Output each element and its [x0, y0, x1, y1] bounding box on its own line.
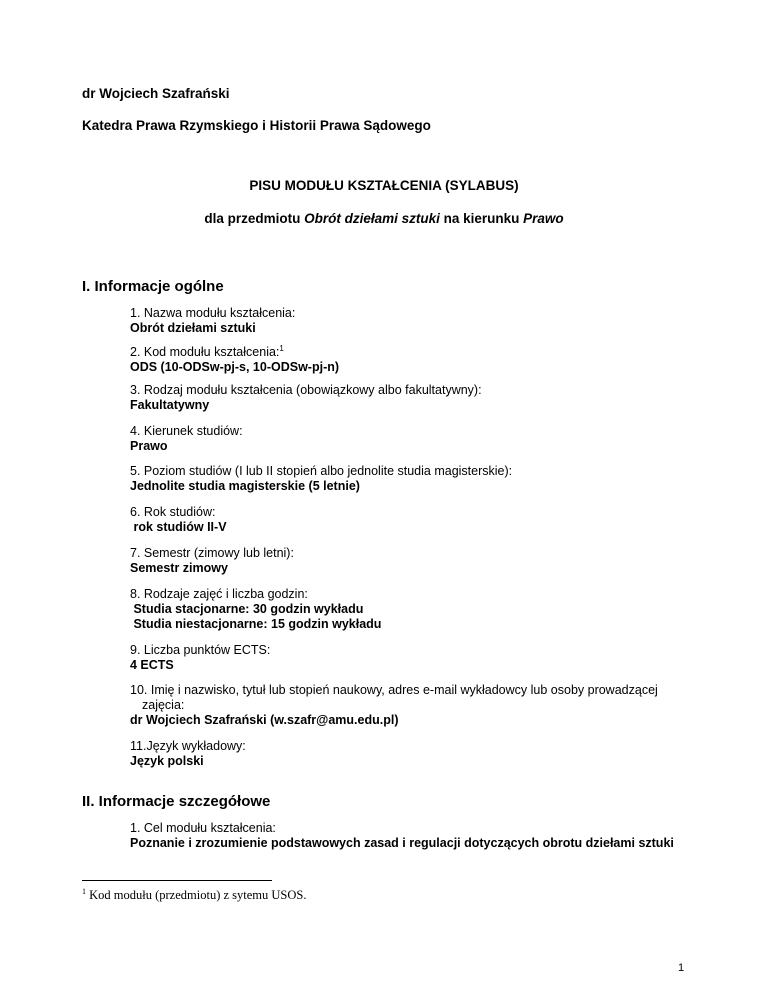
item-value: 4 ECTS [130, 658, 174, 672]
section-heading-general: I. Informacje ogólne [82, 278, 224, 295]
item-value: rok studiów II-V [130, 520, 227, 534]
item-value: Język polski [130, 754, 204, 768]
info-item-class-hours [130, 587, 690, 632]
footnote-divider [82, 880, 272, 881]
item-value: Prawo [130, 439, 168, 453]
info-item-field [130, 424, 690, 454]
item-label: 3. Rodzaj modułu kształcenia (obowiązkowy albo fakultatywny): [130, 383, 482, 397]
author-name: dr Wojciech Szafrański [82, 86, 230, 101]
item-value: ODS (10-ODSw-pj-s, 10-ODSw-pj-n) [130, 360, 340, 375]
item-value: Fakultatywny [130, 398, 210, 412]
item-label: 1. Cel modułu kształcenia: [130, 821, 276, 835]
item-label: 2. Kod modułu kształcenia: [130, 345, 280, 360]
item-value: dr Wojciech Szafrański (w.szafr@amu.edu.pl) [130, 713, 399, 727]
footnote-mark: 1 [82, 887, 86, 896]
document-title: PISU MODUŁU KSZTAŁCENIA (SYLABUS) [249, 178, 519, 193]
info-item-semester [130, 546, 690, 576]
item-label: 5. Poziom studiów (I lub II stopień albo jednolite studia magisterskie): [130, 464, 513, 478]
footnote [82, 887, 306, 903]
subtitle-middle: na kierunku [439, 211, 524, 226]
department-name: Katedra Prawa Rzymskiego i Historii Prawa Sądowego [82, 118, 431, 133]
item-value: Studia stacjonarne: 30 godzin wykładu [130, 602, 364, 616]
item-label: 11.Język wykładowy: [130, 739, 246, 753]
page-number: 1 [678, 962, 685, 974]
item-label: 1. Nazwa modułu kształcenia: [130, 306, 296, 320]
item-label: 10. Imię i nazwisko, tytuł lub stopień naukowy, adres e-mail wykładowcy lub osoby prowadzącej [130, 683, 658, 697]
info-item-module-code [130, 341, 690, 375]
info-item-level [130, 464, 690, 494]
item-value: Jednolite studia magisterskie (5 letnie) [130, 479, 360, 493]
document-subtitle [0, 211, 768, 226]
subtitle-prefix: dla przedmiotu [204, 211, 305, 226]
info-item-language [130, 739, 690, 769]
item-value: Poznanie i zrozumienie podstawowych zasad i regulacji dotyczących obrotu dziełami sztuki [130, 836, 674, 850]
info-item-module-goal [130, 821, 690, 851]
subtitle-field: Prawo [523, 211, 564, 226]
info-item-lecturer [130, 683, 690, 728]
footnote-ref: 1 [279, 344, 284, 353]
item-label: 4. Kierunek studiów: [130, 424, 243, 438]
info-item-ects [130, 643, 690, 673]
info-item-module-name [130, 306, 690, 336]
item-value-secondary: Studia niestacjonarne: 15 godzin wykładu [130, 617, 382, 631]
item-label-continued: zajęcia: [142, 698, 185, 712]
footnote-text: Kod modułu (przedmiotu) z sytemu USOS. [86, 888, 307, 903]
item-value: Semestr zimowy [130, 561, 228, 575]
subtitle-course: Obrót dziełami sztuki [304, 211, 440, 226]
info-item-year [130, 505, 690, 535]
section-heading-detailed: II. Informacje szczegółowe [82, 793, 271, 810]
item-label: 8. Rodzaje zajęć i liczba godzin: [130, 587, 308, 601]
item-label: 9. Liczba punktów ECTS: [130, 643, 271, 657]
info-item-module-type [130, 383, 690, 413]
item-label: 7. Semestr (zimowy lub letni): [130, 546, 294, 560]
item-label: 6. Rok studiów: [130, 505, 216, 519]
item-value: Obrót dziełami sztuki [130, 321, 256, 335]
